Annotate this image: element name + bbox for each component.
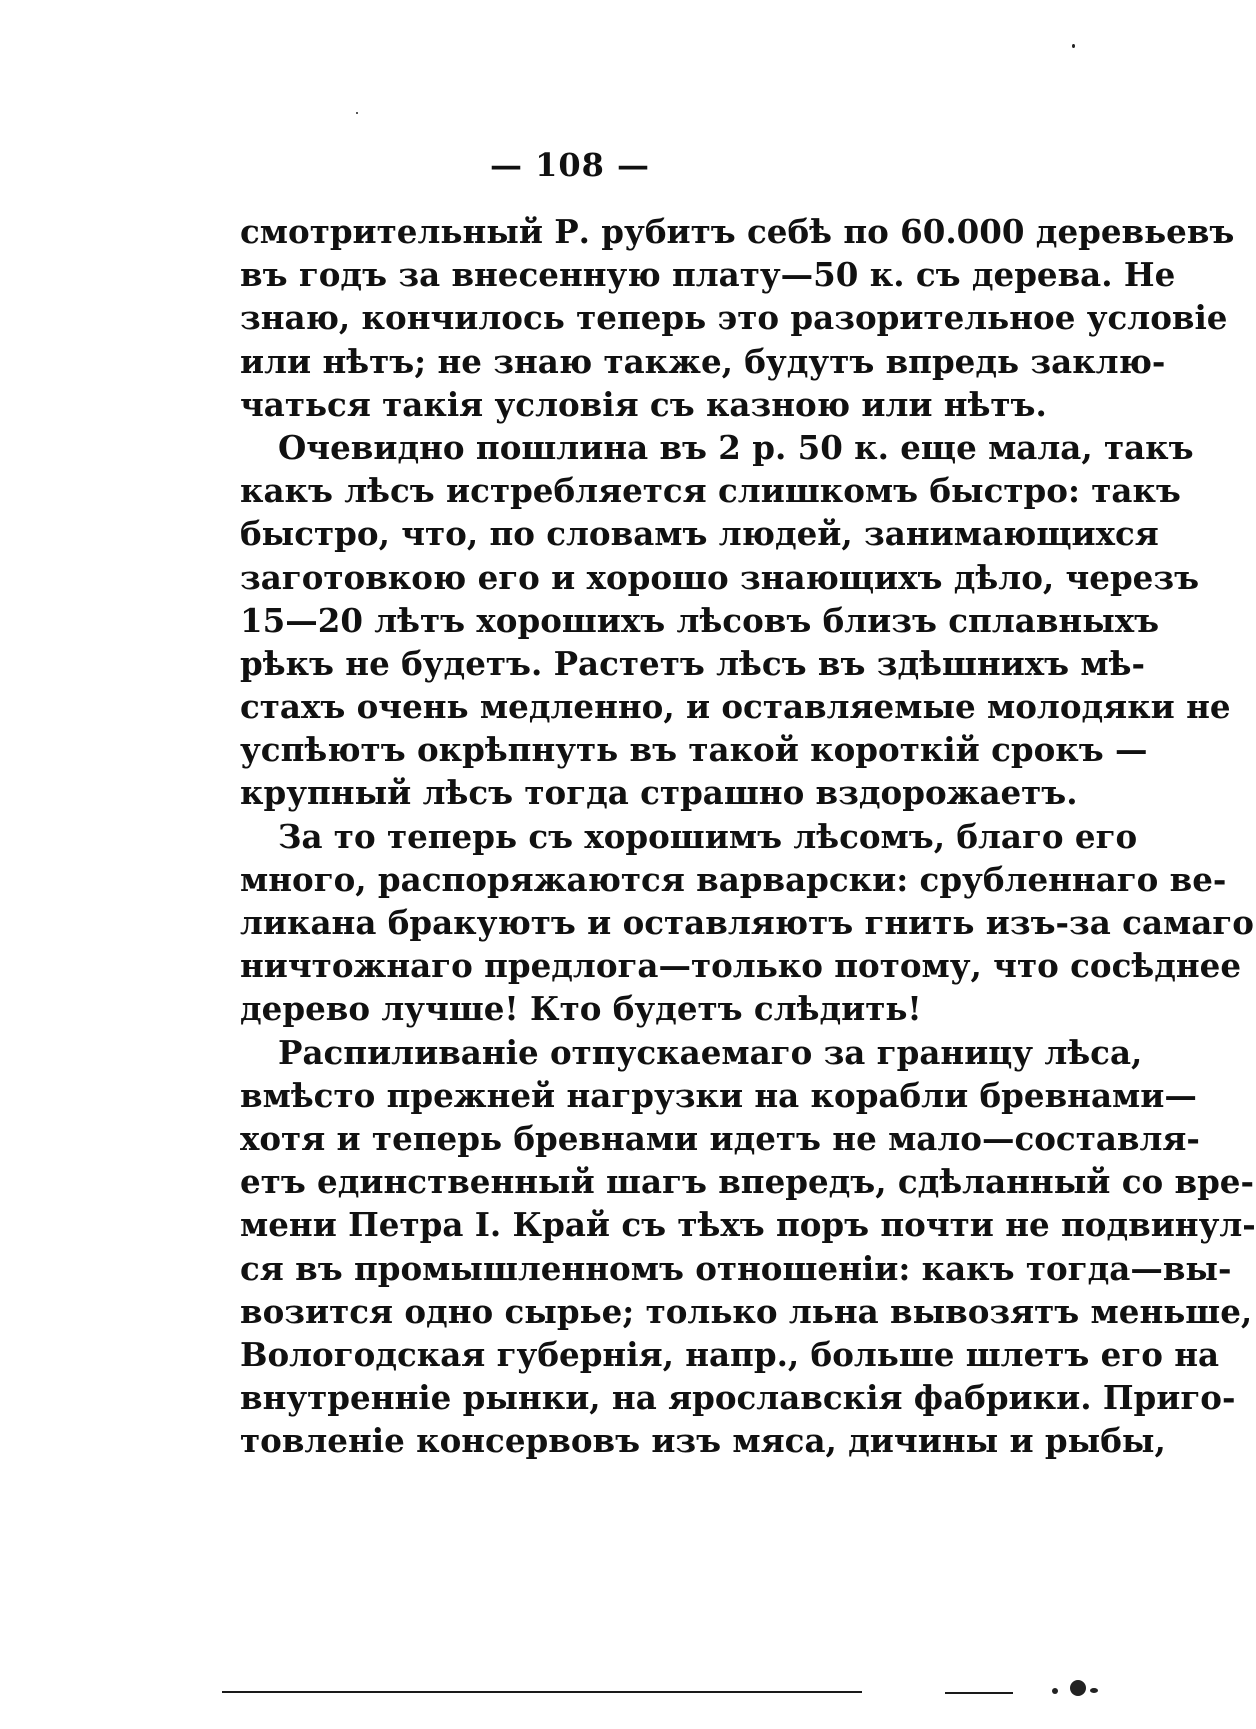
scan-speck xyxy=(1090,1688,1098,1693)
text-line: ся въ промышленномъ отношеніи: какъ тогда—вы- xyxy=(240,1248,1232,1288)
text-line: смотрительный Р. рубитъ себѣ по 60.000 деревьевъ xyxy=(240,212,1235,251)
text-line: ничтожнаго предлога—только потому, что сосѣднее xyxy=(240,946,1242,986)
text-line: въ годъ за внесенную плату—50 к. съ дерева. Не xyxy=(240,255,1176,295)
scan-speck xyxy=(356,112,358,114)
scan-edge-line xyxy=(222,1691,862,1693)
text-line: рѣкъ не будетъ. Растетъ лѣсъ въ здѣшнихъ мѣ- xyxy=(240,643,1145,683)
text-line: внутренніе рынки, на ярославскія фабрики. Приго- xyxy=(240,1378,1236,1418)
body-text xyxy=(240,210,1256,1462)
scan-edge-line xyxy=(945,1692,1013,1694)
text-line: заготовкою его и хорошо знающихъ дѣло, черезъ xyxy=(240,557,1200,597)
scan-speck xyxy=(1052,1688,1058,1694)
scan-speck xyxy=(1072,44,1075,48)
text-line: Распиливаніе отпускаемаго за границу лѣса, xyxy=(278,1032,1143,1072)
text-line: стахъ очень медленно, и оставляемые молодяки не xyxy=(240,687,1231,727)
text-line: Очевидно пошлина въ 2 р. 50 к. еще мала, такъ xyxy=(278,427,1194,467)
text-line: вмѣсто прежней нагрузки на корабли бревнами— xyxy=(240,1075,1197,1115)
text-line: или нѣтъ; не знаю также, будутъ впредь заклю- xyxy=(240,341,1166,381)
page-number: — 108 — xyxy=(489,146,651,184)
text-line: товленіе консервовъ изъ мяса, дичины и рыбы, xyxy=(240,1421,1166,1461)
text-line: 15—20 лѣтъ хорошихъ лѣсовъ близъ сплавныхъ xyxy=(240,600,1160,640)
text-line: быстро, что, по словамъ людей, занимающихся xyxy=(240,514,1159,554)
text-line: крупный лѣсъ тогда страшно вздорожаетъ. xyxy=(240,773,1078,813)
text-line: хотя и теперь бревнами идетъ не мало—составля- xyxy=(240,1118,1200,1158)
text-line: чаться такія условія съ казною или нѣтъ. xyxy=(240,384,1047,424)
text-line: мени Петра І. Край съ тѣхъ поръ почти не подвинул- xyxy=(240,1205,1256,1245)
text-line: много, распоряжаются варварски: срубленнаго ве- xyxy=(240,859,1227,899)
text-line: За то теперь съ хорошимъ лѣсомъ, благо его xyxy=(278,816,1138,856)
text-line: Вологодская губернія, напр., больше шлетъ его на xyxy=(240,1334,1220,1374)
text-line: дерево лучше! Кто будетъ слѣдить! xyxy=(240,989,922,1029)
text-line: возится одно сырье; только льна вывозятъ меньше, xyxy=(240,1291,1253,1331)
text-line: етъ единственный шагъ впередъ, сдѣланный со вре- xyxy=(240,1162,1254,1202)
text-line: какъ лѣсъ истребляется слишкомъ быстро: такъ xyxy=(240,471,1181,511)
text-line: успѣютъ окрѣпнуть въ такой короткій срокъ — xyxy=(240,730,1148,770)
scan-speck xyxy=(1070,1680,1086,1696)
text-line: ликана бракуютъ и оставляютъ гнить изъ-за самаго xyxy=(240,903,1254,942)
text-line: знаю, кончилось теперь это разорительное условіе xyxy=(240,298,1228,338)
